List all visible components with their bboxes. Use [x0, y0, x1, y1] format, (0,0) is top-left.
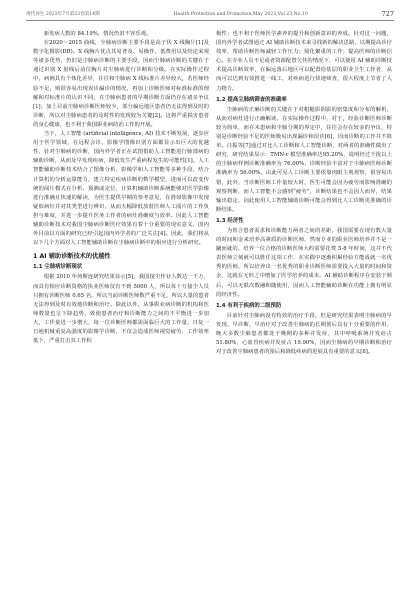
- paragraph: 根据 2010 年何斯连研究结果显示[5]，我国接尘作业人数达一千万，而具有相应诊断资格的执业医师仅有不到 5000 人，所以每十万接尘人员只拥有诊断医师 0.65 名，所以当前诊断医师数严重不足，所以大量的患者无法得到及时有效地诊断和治疗。除此以外，从事职业病诊断的机构和医师数量也呈下降趋势，致使患者治疗和诊断能力之间的不平衡进一步加大，工作量进一步增大，每一位诊断医师都需面临巨大的工作量，日复一日地机械重复高强度的影像学诊断，不仅会造成医师视觉疲劳、工作效率低下，严重打击其工作积: [33, 274, 209, 345]
- paragraph: 当下，人工智能 (artificial intelligence, AI) 技术不断发展，逐步应用于医学领域，在远程会诊、影像学图像识别方面都显示出巨大的优越性，针对尘肺病的诊断，国内外学者正在试图借助人工智能进行肺部病的辅助诊断，从而及早发现疾病，降低发生严重病程发生的可能性[1]。人工智能辅助诊断技术结合了图像分析、影像学和人工智能等多种手段，结合计算机的分析运算能力，建立特定疾病诊断的数学模型，进而可以改变传统的阅片模式在分析、预测或定位，计算机辅助诊断系统能够对医学影像进行准确且快速的解读，为医生提供早期的参考意见，在准如影像中发现疑似病灶并对其类型进行辨识，从而大幅降低放射医师人工阅片的工作负担与难度，并进一步提升医务工作者的病灶准确度与效率。因此人工智能辅助诊断技术对我国尘肺病诊断医疗效果有着十分重要的现实意义，国内外目前以方面的研究已经引起国内外学者的广泛关注[4]。因此，我们将从以下几个方面对人工智能辅助诊断在尘肺病诊断中的相应进行分析研究。: [33, 131, 209, 247]
- paragraph: 在2020～2015 曲线，全肺病诊断主要手段是高子伏 X 线胸片[1]及数字化摄影(DR)。X 线胸片优点其易普及、易操作、低费用以及结论来观等诸多优势，仍旧是尘肺病诊断的主要手段，因而尘肺病诊断的关键在于通过识别 X 射线后前位胸片对尘肺病进行诊断和分级。在实际操作过程中，病例具有个体化差异，往往和尘肺病 X 线标准片差异较大，若医师经验不足，则很容易出现误诊漏诊的情况，再加上诊断医师对标准标准的理解和对标准片的认识不同，在尘肺病患者的早期诊断方面仍存在诸多争议[1]；加上目前尘肺病诊断医师较少，部分偏远地区患者仍无法得到及时的诊断，所以对尘肺病患者的及时性的发现较为关键[2]。这将严重损害患者的身心健康，也不利于我国职业病防治工作的开展。: [33, 40, 209, 128]
- paragraph: 新发病人数的 84.19%，情况仍旧不容乐观。: [43, 31, 152, 37]
- paragraph: 为帮合患者需求和诊断能力两者之间的差距，我国需要在现有数大量的时间和金来培养高素质的诊断医师，然而专业的职业医师培养并不是一蹴而就的，培养一位合格的诊断医师大约需要花费 5-8 年时间，这并不代表医师立刻就可以胜任这项工作，在实践中逐渐积累经验方能成就一名优秀的医师，所以培养出一名优秀的职业诊断医师需要投入大量的时间和资金，这就在无形之中增加了医学培养的成本。AI 辅助诊断程序在安装于颜后，可以无限次数融和随使用，因而人工智能辅助诊断在功能上拥有明显的经济性。: [216, 227, 392, 298]
- paragraph: 目前针对尘肺病没有特效的治疗手段，但是研究结果表明尘肺病的早发现、早诊断、早治疗对于改善尘肺病的长期预后具有十分重要的作用，晚大多数尘肺患者都处于晚期的多种并发症，其中呼吸系统并发症占 51.80%，心血管疾病并发症占 19.90%，因而尘肺病的早期诊断和治疗对于改善尘肺病患者的预后和降低疾病的进展具有重要的意义[8]。: [216, 312, 392, 356]
- left-column: [33, 30, 209, 346]
- section-heading: 1 AI 辅助诊断技术的优越性: [33, 253, 111, 261]
- right-column: [216, 30, 392, 357]
- journal-name-cn: 现代养生 2023年7月第23卷第14期: [26, 12, 100, 17]
- paragraph: 尘肺病的正确诊断的关键在于对粗糙影阴影的密集度和分布的解析，从而对病灶进行正确解读。在实际操作过程中，对于，经验诊断医师诊断较为简单，而在未患病和尘肺分期的界定中，往往会存在较多的争议，特别是诊断经验不足的医师极易出现漏诊和误诊[6]，因而诊断的工作并不简单。汪振等[7]通过对比人工诊断和人工智能诊断，对两者的准确性做出了研究，研究结果显示：TMN-r 模型准确率达95.20%，说明经过干扰以上的尘肺病样例诊断准确率为 76.00%，诊断经验丰富对于尘肺病医师诊断准确率为 56.00%。由此可见人工诊断主要依靠肉眼主观观察，很容易出错，此外，当诊断医师工作量较大时，医生可能会因为疲劳而影响准确的观察判断，而人工智能不会感到“疲劳”，诊断结果也不会因人而异，结果输出稳定、因此使用人工智能辅助诊断可能会得到比人工诊断更准确的诊断结果。: [216, 106, 392, 213]
- running-header: [26, 8, 394, 20]
- journal-name-en: Health Protection and Promotion,May 2023,Vol.23,No.10: [173, 11, 308, 17]
- subsection-heading: 1.1 尘肺病诊断现状: [33, 264, 83, 271]
- subsection-heading: 1.4 有利于疾病的二级预防: [216, 302, 282, 309]
- page-number: 727: [381, 10, 394, 18]
- header-rule: [26, 20, 394, 21]
- subsection-heading: 1.3 经济性: [216, 217, 244, 224]
- subsection-heading: 1.2 提高尘肺病筛查的准确率: [216, 96, 287, 103]
- paragraph: 极性；也不利于医师医学素养的提升和创新意识的养成。针对这一问题，国内外学者试图通过 AI 辅助诊断技术来寻找新的解决思路，以期提高诊疗效率，帮助诊断医师减轻工作压力；简化繁重的工作；提高医师的诊断信心。在专业人员不足或者资源配置欠佳的情况下，可以使用 AI 辅助诊断技术提高诊断效率，在偏远落后地区可以配置给基层的职业卫生工作者，从而可以达到有效推进一线工，对疾病进行快速筛查，很大程度上节省了人力物力。: [216, 31, 392, 92]
